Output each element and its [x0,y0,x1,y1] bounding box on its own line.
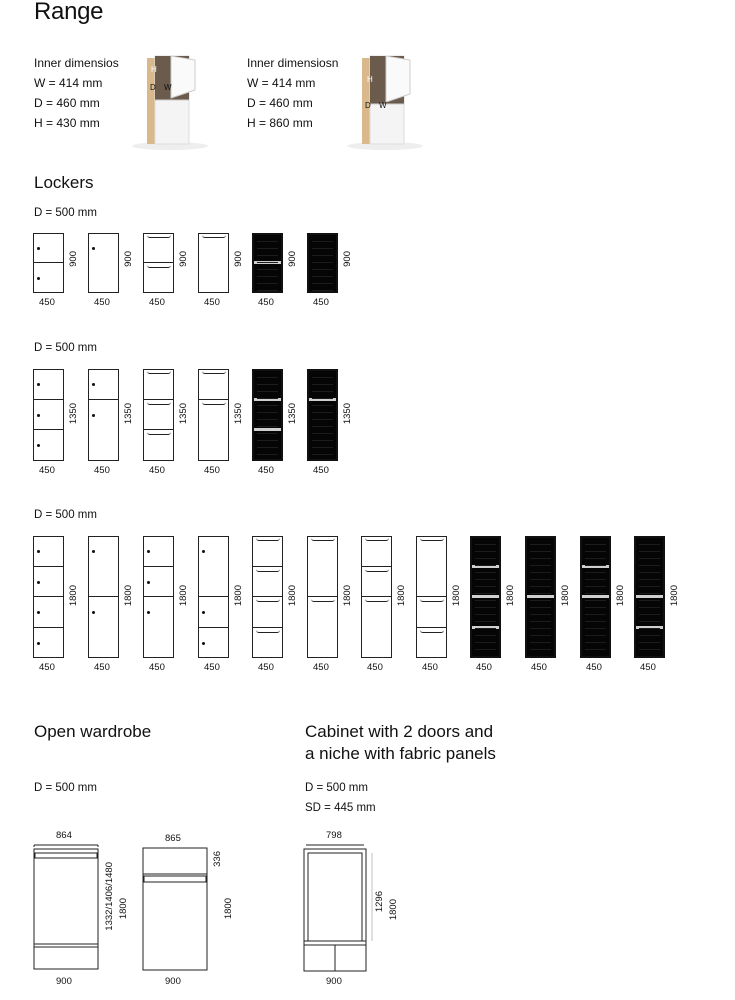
lock-dot-icon [37,444,40,447]
wardrobe-a-total-height: 1800 [118,898,129,920]
locker-door-divider [199,370,228,400]
fabric-texture-line [257,440,278,441]
fabric-texture-line [257,419,278,420]
locker-door-divider [254,235,281,264]
fabric-texture-line [639,579,660,580]
fabric-texture-line [530,649,551,650]
fabric-texture-line [585,635,606,636]
open-wardrobe-depth: D = 500 mm [34,782,97,794]
inner-dims-2 [247,53,338,133]
fabric-texture-line [257,269,278,270]
fabric-texture-line [312,447,333,448]
door-handle-icon [147,432,171,435]
locker-2-4 [198,369,229,461]
fabric-texture-line [257,447,278,448]
locker-height-label: 1350 [68,403,79,425]
wardrobe-b-niche-height: 336 [212,851,223,867]
fabric-texture-line [639,586,660,587]
locker-door-divider [309,371,336,401]
fabric-texture-line [257,241,278,242]
fabric-texture-line [312,290,333,291]
fabric-texture-line [257,290,278,291]
fabric-texture-line [530,635,551,636]
fabric-texture-line [639,558,660,559]
locker-height-label: 1800 [505,585,516,607]
locker-door-divider [254,371,281,431]
locker-3-10 [525,536,556,658]
locker-height-label: 1800 [233,585,244,607]
fabric-texture-line [639,551,660,552]
inner-dims-2-label: Inner dimensiosn [247,56,339,70]
door-handle-icon [256,630,280,633]
wardrobe-a-inner-height: 1332/1406/1480 [104,862,115,931]
locker-height-label: 1800 [615,585,626,607]
locker-height-label: 900 [68,251,79,267]
locker-height-label: 1800 [560,585,571,607]
locker-width-label: 450 [531,662,547,673]
fabric-texture-line [530,572,551,573]
locker-door-divider [417,537,446,628]
locker-door-divider [308,537,337,597]
fabric-texture-line [312,405,333,406]
fabric-texture-line [312,248,333,249]
locker-width-label: 450 [39,465,55,476]
locker-3-4 [198,536,229,658]
photo1-h: H [151,65,157,74]
fabric-texture-line [639,614,660,615]
door-handle-icon [147,235,171,238]
cabinet-inner-height: 1296 [374,891,385,913]
fabric-texture-line [312,419,333,420]
page-title: Range [34,0,104,25]
fabric-texture-line [475,551,496,552]
fabric-texture-line [257,391,278,392]
lock-dot-icon [37,414,40,417]
inner-dims-1-w: W = 414 mm [34,76,103,90]
row2-depth: D = 500 mm [34,342,97,354]
locker-1-4 [198,233,229,293]
cabinet-sd: SD = 445 mm [305,802,376,814]
fabric-texture-line [585,649,606,650]
lock-dot-icon [92,414,95,417]
fabric-texture-line [475,642,496,643]
locker-height-label: 900 [342,251,353,267]
locker-height-label: 1800 [451,585,462,607]
fabric-texture-line [475,607,496,608]
fabric-texture-line [257,248,278,249]
fabric-texture-line [475,586,496,587]
fabric-texture-line [530,607,551,608]
fabric-texture-line [530,621,551,622]
inner-dims-1-d: D = 460 mm [34,96,100,110]
fabric-texture-line [639,544,660,545]
cabinet-drawing [302,843,382,973]
locker-2-2 [88,369,119,461]
fabric-texture-line [585,593,606,594]
fabric-texture-line [257,276,278,277]
wardrobe-b-total-height: 1800 [223,898,234,920]
fabric-texture-line [530,642,551,643]
locker-width-label: 450 [586,662,602,673]
door-handle-icon [311,599,335,602]
locker-width-label: 450 [149,297,165,308]
fabric-texture-line [585,558,606,559]
fabric-texture-line [639,628,660,629]
locker-height-label: 1350 [233,403,244,425]
inner-dims-1-label: Inner dimensios [34,56,119,70]
locker-door-divider [144,370,173,430]
open-wardrobe-heading: Open wardrobe [34,722,152,741]
fabric-texture-line [530,544,551,545]
locker-height-label: 1350 [342,403,353,425]
fabric-texture-line [585,600,606,601]
locker-2-1 [33,369,64,461]
lock-dot-icon [202,642,205,645]
fabric-texture-line [530,586,551,587]
lock-dot-icon [37,611,40,614]
lock-dot-icon [202,611,205,614]
fabric-texture-line [530,614,551,615]
locker-door-divider [144,234,173,263]
row3-depth: D = 500 mm [34,509,97,521]
locker-2-3 [143,369,174,461]
locker-3-5 [252,536,283,658]
fabric-texture-line [639,572,660,573]
fabric-texture-line [312,398,333,399]
fabric-texture-line [475,565,496,566]
fabric-texture-line [639,635,660,636]
photo2-h: H [367,75,373,84]
door-handle-icon [202,235,226,238]
fabric-texture-line [257,433,278,434]
fabric-texture-line [257,412,278,413]
fabric-texture-line [639,607,660,608]
lock-dot-icon [92,383,95,386]
locker-height-label: 1350 [123,403,134,425]
fabric-texture-line [312,440,333,441]
fabric-texture-line [585,621,606,622]
fabric-texture-line [312,283,333,284]
locker-door-divider [362,537,391,597]
fabric-texture-line [312,377,333,378]
locker-height-label: 900 [178,251,189,267]
locker-1-5 [252,233,283,293]
fabric-texture-line [639,649,660,650]
fabric-texture-line [312,433,333,434]
fabric-texture-line [257,384,278,385]
locker-width-label: 450 [367,662,383,673]
photo2-d: D [365,101,371,110]
fabric-texture-line [585,565,606,566]
locker-1-1 [33,233,64,293]
fabric-texture-line [585,544,606,545]
locker-width-label: 450 [313,662,329,673]
locker-width-label: 450 [39,662,55,673]
fabric-texture-line [312,269,333,270]
locker-3-3 [143,536,174,658]
door-handle-icon [202,402,226,405]
fabric-texture-line [257,255,278,256]
wardrobe-b-drawing [141,846,211,974]
locker-height-label: 1800 [178,585,189,607]
cabinet-heading [305,721,496,765]
fabric-texture-line [312,426,333,427]
locker-door-divider [89,537,118,597]
fabric-texture-line [475,621,496,622]
locker-width-label: 450 [149,465,165,476]
locker-width-label: 450 [204,662,220,673]
locker-width-label: 450 [422,662,438,673]
locker-1-2 [88,233,119,293]
fabric-texture-line [585,551,606,552]
door-handle-icon [202,371,226,374]
wardrobe-b-top-width: 865 [165,833,181,844]
locker-width-label: 450 [313,297,329,308]
fabric-texture-line [530,558,551,559]
locker-width-label: 450 [94,465,110,476]
fabric-texture-line [585,642,606,643]
fabric-texture-line [585,614,606,615]
locker-width-label: 450 [39,297,55,308]
fabric-texture-line [475,593,496,594]
wardrobe-a-top-width: 864 [56,830,72,841]
fabric-texture-line [475,572,496,573]
fabric-texture-line [639,621,660,622]
fabric-texture-line [257,454,278,455]
fabric-texture-line [585,572,606,573]
inner-dims-1 [34,53,119,133]
locker-3-7 [361,536,392,658]
fabric-texture-line [475,649,496,650]
locker-door-divider [144,537,173,597]
locker-height-label: 900 [123,251,134,267]
wardrobe-a-width: 900 [56,976,72,987]
photo1-d: D [150,83,156,92]
fabric-texture-line [475,600,496,601]
locker-width-label: 450 [258,465,274,476]
locker-door-divider [253,537,282,628]
fabric-texture-line [312,412,333,413]
lock-dot-icon [37,247,40,250]
locker-width-label: 450 [204,297,220,308]
fabric-texture-line [312,454,333,455]
locker-width-label: 450 [94,662,110,673]
locker-height-label: 1800 [396,585,407,607]
locker-height-label: 1350 [178,403,189,425]
wardrobe-a-drawing [32,843,102,973]
locker-3-9 [470,536,501,658]
fabric-texture-line [530,579,551,580]
lock-dot-icon [37,642,40,645]
door-handle-icon [311,538,335,541]
door-handle-icon [365,569,389,572]
locker-width-label: 450 [640,662,656,673]
locker-3-11 [580,536,611,658]
lockers-heading: Lockers [34,173,94,192]
fabric-texture-line [530,551,551,552]
lock-dot-icon [92,611,95,614]
inner-dims-2-w: W = 414 mm [247,76,316,90]
fabric-texture-line [639,593,660,594]
fabric-texture-line [312,241,333,242]
cabinet-heading-line1: Cabinet with 2 doors and [305,722,494,741]
door-handle-icon [420,599,444,602]
cabinet-top-width: 798 [326,830,342,841]
fabric-texture-line [530,628,551,629]
fabric-texture-line [585,586,606,587]
fabric-texture-line [257,262,278,263]
locker-3-8 [416,536,447,658]
locker-height-label: 1800 [123,585,134,607]
fabric-texture-line [312,391,333,392]
locker-3-6 [307,536,338,658]
lock-dot-icon [92,550,95,553]
lock-dot-icon [147,581,150,584]
fabric-texture-line [257,283,278,284]
locker-height-label: 900 [287,251,298,267]
locker-width-label: 450 [476,662,492,673]
locker-1-6 [307,233,338,293]
locker-door-divider [582,538,609,598]
fabric-texture-line [639,565,660,566]
cabinet-heading-line2: a niche with fabric panels [305,744,496,763]
photo1-w: W [164,83,172,92]
fabric-texture-line [475,628,496,629]
wardrobe-b-width: 900 [165,976,181,987]
fabric-texture-line [312,276,333,277]
locker-door-divider [34,370,63,430]
inner-dims-2-d: D = 460 mm [247,96,313,110]
locker-3-12 [634,536,665,658]
locker-width-label: 450 [204,465,220,476]
locker-width-label: 450 [313,465,329,476]
locker-2-6 [307,369,338,461]
fabric-texture-line [585,607,606,608]
locker-height-label: 1800 [342,585,353,607]
fabric-texture-line [312,255,333,256]
locker-photo-2 [340,50,430,150]
inner-dims-1-h: H = 430 mm [34,116,100,130]
locker-height-label: 1800 [669,585,680,607]
door-handle-icon [256,599,280,602]
fabric-texture-line [475,544,496,545]
cabinet-width: 900 [326,976,342,987]
locker-2-5 [252,369,283,461]
fabric-texture-line [312,262,333,263]
locker-width-label: 450 [258,297,274,308]
fabric-texture-line [257,377,278,378]
fabric-texture-line [530,593,551,594]
locker-width-label: 450 [94,297,110,308]
fabric-texture-line [312,384,333,385]
fabric-texture-line [475,558,496,559]
door-handle-icon [147,402,171,405]
door-handle-icon [420,630,444,633]
locker-height-label: 1800 [68,585,79,607]
fabric-texture-line [639,600,660,601]
lock-dot-icon [147,611,150,614]
locker-height-label: 1350 [287,403,298,425]
fabric-texture-line [585,628,606,629]
locker-width-label: 450 [258,662,274,673]
fabric-texture-line [530,565,551,566]
cabinet-depth: D = 500 mm [305,782,368,794]
cabinet-total-height: 1800 [388,899,399,921]
lock-dot-icon [92,247,95,250]
locker-height-label: 900 [233,251,244,267]
fabric-texture-line [639,642,660,643]
door-handle-icon [365,599,389,602]
inner-dims-2-h: H = 860 mm [247,116,313,130]
locker-3-2 [88,536,119,658]
photo2-w: W [379,101,387,110]
locker-1-3 [143,233,174,293]
locker-height-label: 1800 [287,585,298,607]
fabric-texture-line [585,579,606,580]
fabric-texture-line [530,600,551,601]
locker-3-1 [33,536,64,658]
fabric-texture-line [475,614,496,615]
locker-width-label: 450 [149,662,165,673]
fabric-texture-line [475,579,496,580]
fabric-texture-line [257,426,278,427]
door-handle-icon [147,265,171,268]
locker-photo-1 [125,50,215,150]
fabric-texture-line [257,398,278,399]
fabric-texture-line [475,635,496,636]
fabric-texture-line [257,405,278,406]
locker-door-divider [527,538,554,598]
row1-depth: D = 500 mm [34,207,97,219]
lock-dot-icon [37,277,40,280]
